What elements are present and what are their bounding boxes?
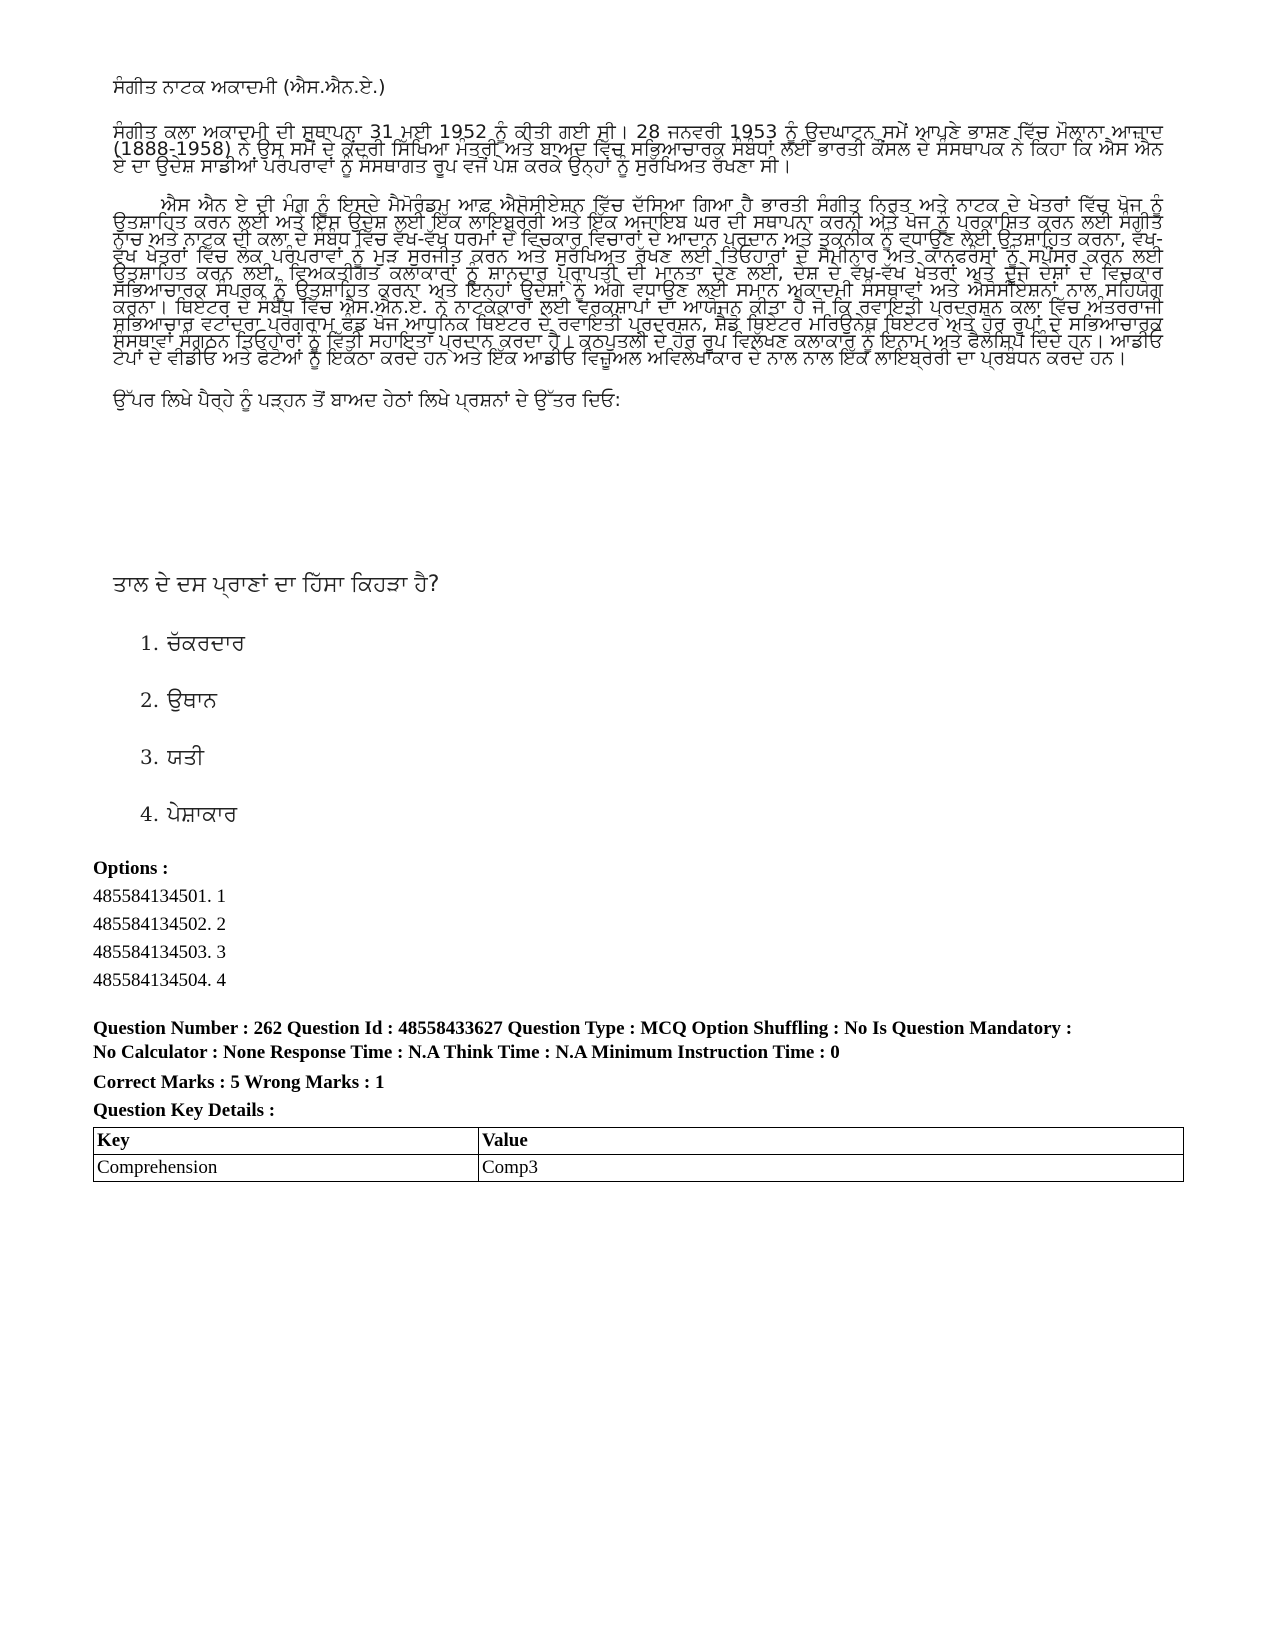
column-header-key: Key — [94, 1128, 479, 1155]
table-cell-key: Comprehension — [94, 1155, 479, 1182]
choice-text: ਯਤੀ — [167, 745, 204, 770]
key-details-label: Question Key Details : — [93, 1100, 276, 1121]
table-row — [94, 1155, 1184, 1182]
option-line: 485584134504. 4 — [93, 970, 226, 991]
question-text: ਤਾਲ ਦੇ ਦਸ ਪ੍ਰਾਣਾਂ ਦਾ ਹਿੱਸਾ ਕਿਹੜਾ ਹੈ? — [113, 572, 440, 597]
table-cell-value: Comp3 — [479, 1155, 1184, 1182]
key-details-table — [93, 1127, 1184, 1182]
answer-choice-list — [140, 628, 245, 856]
question-info-line-2: No Calculator : None Response Time : N.A Think Time : N.A Minimum Instruction Time : 0 — [93, 1042, 840, 1063]
passage-prompt: ਉੱਪਰ ਲਿਖੇ ਪੈਰ੍ਹੇ ਨੂੰ ਪੜ੍ਹਨ ਤੋਂ ਬਾਅਦ ਹੇਠਾਂ ਲਿਖੇ ਪ੍ਰਸ਼ਨਾਂ ਦੇ ਉੱਤਰ ਦਿਓ: — [113, 389, 621, 411]
option-line: 485584134502. 2 — [93, 914, 226, 935]
option-line: 485584134503. 3 — [93, 942, 226, 963]
table-header-row — [94, 1128, 1184, 1155]
marks-line: Correct Marks : 5 Wrong Marks : 1 — [93, 1072, 385, 1093]
choice-number: 2. — [140, 688, 160, 712]
choice-text: ਪੇਸ਼ਾਕਾਰ — [167, 802, 238, 827]
passage-title: ਸੰਗੀਤ ਨਾਟਕ ਅਕਾਦਮੀ (ਐਸ.ਐਨ.ਏ.) — [113, 76, 386, 98]
comprehension-passage — [113, 76, 1163, 411]
choice-number: 3. — [140, 745, 160, 769]
choice-text: ਉਥਾਨ — [167, 688, 217, 713]
passage-paragraph-2: ਐਸ ਐਨ ਏ ਦੀ ਮੰਗ ਨੂੰ ਇਸਦੇ ਮੈਮੋਰੰਡਮ ਆਫ਼ ਐਸੋਸੀਏਸ਼ਨ ਵਿੱਚ ਦੱਸਿਆ ਗਿਆ ਹੈ ਭਾਰਤੀ ਸੰਗੀਤ ਨ੍ਰਿਤ ਅਤੇ ਨਾਟਕ ਦੇ ਖੇਤਰਾਂ ਵਿੱਚ ਖੋਜ ਨੂੰ ਉਤਸ਼ਾਹਿਤ ਕਰਨ ਲਈ ਅਤੇ ਇਸ ਉਦੇਸ਼ ਲਈ ਇੱਕ ਲਾਇਬ੍ਰੇਰੀ ਅਤੇ ਇੱਕ ਅਜਾਇਬ ਘਰ ਦੀ ਸਥਾਪਨਾ ਕਰਨੀ ਅਤੇ ਖੋਜ ਨੂੰ ਪ੍ਰਕਾਸ਼ਿਤ ਕਰਨ ਲਈ ਸੰਗੀਤ ਨਾਚ ਅਤੇ ਨਾਟਕ ਦੀ ਕਲਾ ਦੇ ਸੰਬੰਧ ਵਿੱਚ ਵੱਖ-ਵੱਖ ਧਰਮਾਂ ਦੇ ਵਿਚਕਾਰ ਵਿਚਾਰਾਂ ਦੇ ਆਦਾਨ ਪ੍ਰਦਾਨ ਅਤੇ ਤਕਨੀਕ ਨੂੰ ਵਧਾਉਣ ਲਈ ਉਤਸ਼ਾਹਿਤ ਕਰਨਾ, ਵੱਖ-ਵੱਖ ਖੇਤਰਾਂ ਵਿੱਚ ਲੋਕ ਪਰੰਪਰਾਵਾਂ ਨੂੰ ਮੁੜ ਸੁਰਜੀਤ ਕਰਨ ਅਤੇ ਸੁਰੱਖਿਅਤ ਰੱਖਣ ਲਈ ਤਿਓਹਾਰਾਂ ਦੇ ਸੈਮੀਨਾਰ ਅਤੇ ਕਾਨਫਰੰਸਾਂ ਨੂੰ ਸਪੌਂਸਰ ਕਰਨ ਲਈ ਉਤਸ਼ਾਹਿਤ ਕਰਨ ਲਈ, ਵਿਅਕਤੀਗਤ ਕਲਾਕਾਰਾਂ ਨੂੰ ਸ਼ਾਨਦਾਰ ਪ੍ਰਾਪਤੀ ਦੀ ਮਾਨਤਾ ਦੇਣ ਲਈ, ਦੇਸ਼ ਦੇ ਵੱਖ-ਵੱਖ ਖੇਤਰਾਂ ਅਤੇ ਦੂਜੇ ਦੇਸ਼ਾਂ ਦੇ ਵਿਚਕਾਰ ਸਭਿਆਚਾਰਕ ਸੰਪਰਕ ਨੂੰ ਉਤਸ਼ਾਹਿਤ ਕਰਨਾ ਅਤੇ ਇਨ੍ਹਾਂ ਉਦੇਸ਼ਾਂ ਨੂੰ ਅੱਗੇ ਵਧਾਉਣ ਲਈ ਸਮਾਨ ਅਕਾਦਮੀ ਸੰਸਥਾਵਾਂ ਅਤੇ ਐਸੋਸੀਏਸ਼ਨਾਂ ਨਾਲ ਸਹਿਯੋਗ ਕਰਨਾ। ਥਿਏਟਰ ਦੇ ਸੰਬੰਧ ਵਿੱਚ ਐਸ.ਐਨ.ਏ. ਨੇ ਨਾਟਕਕਾਰਾਂ ਲਈ ਵਰਕਸ਼ਾਪਾਂ ਦਾ ਆਯੋਜਨ ਕੀਤਾ ਹੈ ਜੋ ਕਿ ਰਵਾਇਤੀ ਪ੍ਰਦਰਸ਼ਨ ਕਲਾ ਵਿੱਚ ਅੰਤਰਰਾਜੀ ਸਭਿਆਚਾਰ ਵਟਾਂਦਰਾ ਪ੍ਰੋਗਰਾਮ ਫੰਡ ਖੋਜ ਆਧੁਨਿਕ ਥਿਏਟਰ ਦੇ ਰਵਾਇਤੀ ਪ੍ਰਦਰਸ਼ਨ, ਸ਼ੈਡੋ ਥਿਏਟਰ ਮਰਿਉਨੇਥ ਥਿਏਟਰ ਅਤੇ ਹੋਰ ਰੂਪਾਂ ਦੇ ਸਭਿਆਚਾਰਕ ਸੰਸਥਾਵਾਂ ਸੰਗਠਨ ਤਿਓਹਾਰਾਂ ਨੂੰ ਵਿੱਤੀ ਸਹਾਇਤਾ ਪ੍ਰਦਾਨ ਕਰਦਾ ਹੈ। ਕਠਪੁਤਲੀ ਦੇ ਹੋਰ ਰੂਪ ਵਿਲੱਖਣ ਕਲਾਕਾਰ ਨੂੰ ਇਨਾਮ ਅਤੇ ਫੈਲੋਸ਼ਿਪ ਦਿੰਦੇ ਹਨ। ਆਡੀਓ ਟੇਪਾਂ ਦੇ ਵੀਡੀਓ ਅਤੇ ਫੋਟੋਆਂ ਨੂੰ ਇਕੱਠਾ ਕਰਦੇ ਹਨ ਅਤੇ ਇੱਕ ਆਡੀਓ ਵਿਜ਼ੂਅਲ ਅਵਿਲੇਖਾਕਾਰ ਦੇ ਨਾਲ ਨਾਲ ਇੱਕ ਲਾਇਬ੍ਰੇਰੀ ਦਾ ਪ੍ਰਬੰਧਨ ਕਰਦੇ ਹਨ। — [113, 194, 1163, 369]
question-info-line-1: Question Number : 262 Question Id : 48558433627 Question Type : MCQ Option Shuffling : No Is Question Mandatory : — [93, 1018, 1073, 1039]
answer-choice — [140, 742, 245, 799]
column-header-value: Value — [479, 1128, 1184, 1155]
choice-number: 4. — [140, 802, 160, 826]
passage-paragraph-1: ਸੰਗੀਤ ਕਲਾ ਅਕਾਦਮੀ ਦੀ ਸੁਥਾਪਨਾ 31 ਮਈ 1952 ਨੂੰ ਕੀਤੀ ਗਈ ਸੀ। 28 ਜਨਵਰੀ 1953 ਨੂੰ ਉਦਘਾਟਨ ਸਮੇਂ ਆਪਣੇ ਭਾਸ਼ਣ ਵਿੱਚ ਮੌਲਾਨਾ ਆਜ਼ਾਦ (1888-1958) ਨੇ ਉਸ ਸਮੇਂ ਦੇ ਕੇਂਦਰੀ ਸਿੱਖਿਆ ਮੰਤਰੀ ਅਤੇ ਬਾਅਦ ਵਿੱਚ ਸਭਿਆਚਾਰਕ ਸੰਬੰਧਾਂ ਲਈ ਭਾਰਤੀ ਕੌਂਸਲ ਦੇ ਸੰਸਥਾਪਕ ਨੇ ਕਿਹਾ ਕਿ ਐਸ ਐਨ ਏ ਦਾ ਉਦੇਸ਼ ਸਾਡੀਆਂ ਪਰੰਪਰਾਵਾਂ ਨੂੰ ਸੰਸਥਾਗਤ ਰੂਪ ਵਜੋਂ ਪੇਸ਼ ਕਰਕੇ ਉਨ੍ਹਾਂ ਨੂੰ ਸੁਰੱਖਿਅਤ ਰੱਖਣਾ ਸੀ। — [113, 121, 1163, 177]
answer-choice — [140, 799, 245, 856]
choice-number: 1. — [140, 631, 160, 655]
choice-text: ਚੱਕਰਦਾਰ — [167, 631, 246, 656]
answer-choice — [140, 685, 245, 742]
option-line: 485584134501. 1 — [93, 886, 226, 907]
question-metadata — [93, 855, 1183, 1182]
options-label: Options : — [93, 858, 169, 879]
question-info — [93, 1017, 1183, 1065]
answer-choice — [140, 628, 245, 685]
